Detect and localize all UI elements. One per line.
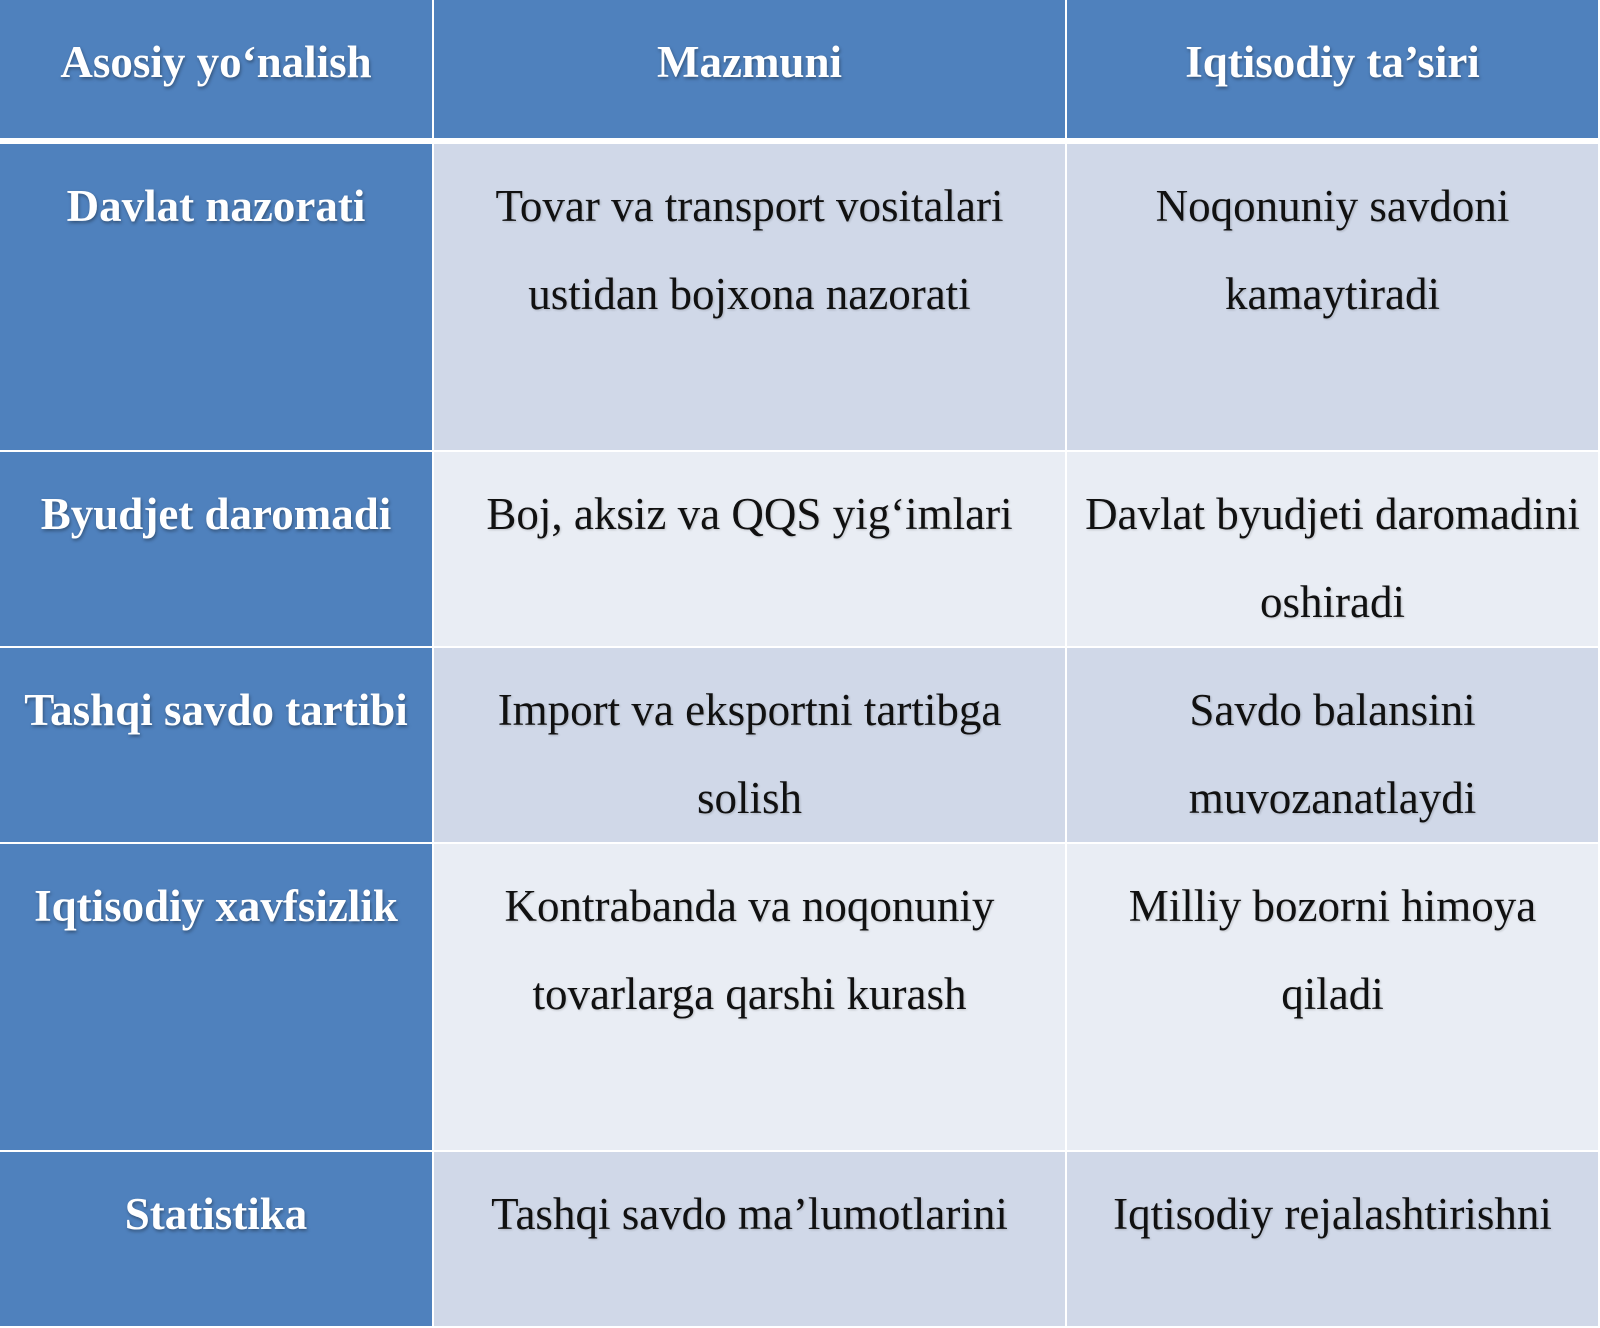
row-impact-cell: Iqtisodiy rejalashtirishni [1067,1152,1600,1328]
row-content-cell: Kontrabanda va noqonuniy tovarlarga qarshi kurash [434,844,1067,1152]
row-direction-cell: Iqtisodiy xavfsizlik [0,844,434,1152]
row-content-cell: Tashqi savdo ma’lumotlarini [434,1152,1067,1328]
row-impact-cell: Davlat byudjeti daromadini oshiradi [1067,452,1600,648]
table-row [0,144,1600,452]
row-direction-cell: Statistika [0,1152,434,1328]
row-direction-cell: Tashqi savdo tartibi [0,648,434,844]
row-content-cell: Import va eksportni tartibga solish [434,648,1067,844]
table-row [0,844,1600,1152]
header-main-direction: Asosiy yo‘nalish [0,0,434,144]
table-row [0,452,1600,648]
row-impact-cell: Milliy bozorni himoya qiladi [1067,844,1600,1152]
row-impact-cell: Noqonuniy savdoni kamaytiradi [1067,144,1600,452]
row-direction-cell: Davlat nazorati [0,144,434,452]
row-impact-cell: Savdo balansini muvozanatlaydi [1067,648,1600,844]
table-header-row [0,0,1600,144]
header-economic-impact: Iqtisodiy ta’siri [1067,0,1600,144]
table-row [0,648,1600,844]
row-direction-cell: Byudjet daromadi [0,452,434,648]
table-row [0,1152,1600,1328]
row-content-cell: Tovar va transport vositalari ustidan bojxona nazorati [434,144,1067,452]
header-content: Mazmuni [434,0,1067,144]
row-content-cell: Boj, aksiz va QQS yig‘imlari [434,452,1067,648]
